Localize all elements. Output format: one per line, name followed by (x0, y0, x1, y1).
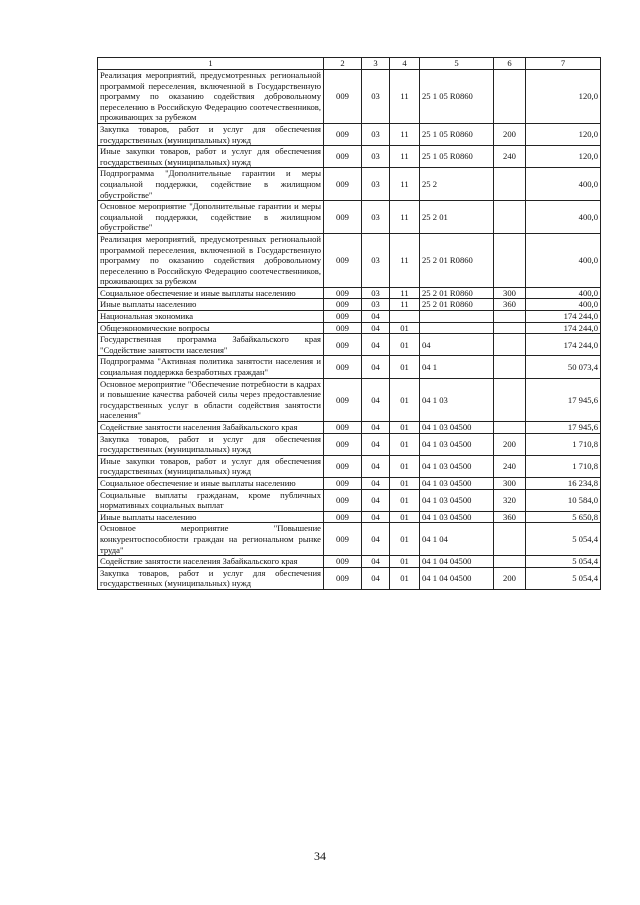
subsection-code-cell: 01 (390, 523, 420, 556)
row-name-cell: Социальное обеспечение и иные выплаты населению (98, 477, 324, 489)
expense-type-cell (494, 523, 526, 556)
budget-table-body (98, 58, 601, 590)
section-code-cell: 04 (362, 334, 390, 356)
expense-type-cell: 360 (494, 299, 526, 311)
section-code-cell: 04 (362, 511, 390, 523)
row-name-cell: Подпрограмма "Дополнительные гарантии и меры социальной поддержки, содействие в жилищном обустройстве" (98, 168, 324, 201)
expense-type-cell (494, 378, 526, 421)
ministry-code-cell: 009 (324, 477, 362, 489)
table-header-row (98, 58, 601, 70)
table-row (98, 523, 601, 556)
header-cell-3: 3 (362, 58, 390, 70)
row-name-cell: Социальные выплаты гражданам, кроме публичных нормативных социальных выплат (98, 489, 324, 511)
expense-type-cell: 320 (494, 489, 526, 511)
row-name-cell: Основное мероприятие "Повышение конкурентоспособности граждан на региональном рынке труда" (98, 523, 324, 556)
row-name-cell: Реализация мероприятий, предусмотренных региональной программой переселения, включенной в Государственную программу по оказанию содействия добровольному переселению в Российскую Федерацию соотечественников, проживающих за рубежом (98, 70, 324, 124)
target-article-cell: 25 1 05 R0860 (420, 146, 494, 168)
table-row (98, 123, 601, 145)
table-row (98, 201, 601, 234)
expense-type-cell (494, 334, 526, 356)
target-article-cell: 25 2 01 R0860 (420, 233, 494, 287)
target-article-cell: 04 1 03 (420, 378, 494, 421)
ministry-code-cell: 009 (324, 489, 362, 511)
amount-cell: 17 945,6 (526, 422, 601, 434)
section-code-cell: 04 (362, 523, 390, 556)
target-article-cell: 25 1 05 R0860 (420, 123, 494, 145)
expense-type-cell: 300 (494, 287, 526, 299)
ministry-code-cell: 009 (324, 123, 362, 145)
table-row (98, 311, 601, 323)
row-name-cell: Реализация мероприятий, предусмотренных региональной программой переселения, включенной в Государственную программу по оказанию содействия добровольному переселению в Российскую Федерацию соотечественников, проживающих за рубежом (98, 233, 324, 287)
amount-cell: 5 054,4 (526, 567, 601, 589)
amount-cell: 120,0 (526, 70, 601, 124)
expense-type-cell (494, 556, 526, 568)
amount-cell: 400,0 (526, 299, 601, 311)
ministry-code-cell: 009 (324, 70, 362, 124)
table-row (98, 299, 601, 311)
section-code-cell: 03 (362, 287, 390, 299)
table-row (98, 168, 601, 201)
row-name-cell: Подпрограмма "Активная политика занятости населения и социальная поддержка безработных граждан" (98, 356, 324, 378)
header-cell-4: 4 (390, 58, 420, 70)
subsection-code-cell: 01 (390, 322, 420, 334)
ministry-code-cell: 009 (324, 334, 362, 356)
subsection-code-cell: 01 (390, 334, 420, 356)
section-code-cell: 04 (362, 567, 390, 589)
row-name-cell: Социальное обеспечение и иные выплаты населению (98, 287, 324, 299)
subsection-code-cell: 01 (390, 422, 420, 434)
expense-type-cell: 360 (494, 511, 526, 523)
table-row (98, 433, 601, 455)
target-article-cell: 04 1 03 04500 (420, 422, 494, 434)
ministry-code-cell: 009 (324, 299, 362, 311)
expense-type-cell (494, 168, 526, 201)
amount-cell: 120,0 (526, 146, 601, 168)
ministry-code-cell: 009 (324, 556, 362, 568)
amount-cell: 10 584,0 (526, 489, 601, 511)
section-code-cell: 04 (362, 477, 390, 489)
row-name-cell: Иные выплаты населению (98, 511, 324, 523)
header-cell-2: 2 (324, 58, 362, 70)
table-row (98, 356, 601, 378)
amount-cell: 50 073,4 (526, 356, 601, 378)
target-article-cell: 04 (420, 334, 494, 356)
target-article-cell: 25 2 01 (420, 201, 494, 234)
amount-cell: 1 710,8 (526, 455, 601, 477)
amount-cell: 5 650,8 (526, 511, 601, 523)
amount-cell: 400,0 (526, 201, 601, 234)
expense-type-cell (494, 422, 526, 434)
subsection-code-cell: 11 (390, 123, 420, 145)
expense-type-cell (494, 322, 526, 334)
subsection-code-cell: 01 (390, 556, 420, 568)
ministry-code-cell: 009 (324, 523, 362, 556)
row-name-cell: Закупка товаров, работ и услуг для обеспечения государственных (муниципальных) нужд (98, 567, 324, 589)
amount-cell: 400,0 (526, 168, 601, 201)
section-code-cell: 03 (362, 168, 390, 201)
expense-type-cell (494, 233, 526, 287)
subsection-code-cell: 01 (390, 477, 420, 489)
ministry-code-cell: 009 (324, 287, 362, 299)
ministry-code-cell: 009 (324, 433, 362, 455)
ministry-code-cell: 009 (324, 311, 362, 323)
amount-cell: 400,0 (526, 287, 601, 299)
expense-type-cell: 300 (494, 477, 526, 489)
subsection-code-cell: 11 (390, 168, 420, 201)
section-code-cell: 03 (362, 233, 390, 287)
subsection-code-cell: 01 (390, 511, 420, 523)
section-code-cell: 03 (362, 299, 390, 311)
section-code-cell: 04 (362, 311, 390, 323)
section-code-cell: 03 (362, 123, 390, 145)
section-code-cell: 04 (362, 422, 390, 434)
ministry-code-cell: 009 (324, 146, 362, 168)
target-article-cell: 04 1 04 (420, 523, 494, 556)
table-row (98, 567, 601, 589)
section-code-cell: 03 (362, 146, 390, 168)
row-name-cell: Закупка товаров, работ и услуг для обеспечения государственных (муниципальных) нужд (98, 123, 324, 145)
target-article-cell: 04 1 03 04500 (420, 455, 494, 477)
subsection-code-cell (390, 311, 420, 323)
table-row (98, 489, 601, 511)
row-name-cell: Содействие занятости населения Забайкальского края (98, 556, 324, 568)
target-article-cell: 04 1 03 04500 (420, 511, 494, 523)
expense-type-cell (494, 311, 526, 323)
section-code-cell: 04 (362, 356, 390, 378)
subsection-code-cell: 11 (390, 201, 420, 234)
ministry-code-cell: 009 (324, 511, 362, 523)
subsection-code-cell: 11 (390, 146, 420, 168)
amount-cell: 174 244,0 (526, 311, 601, 323)
section-code-cell: 03 (362, 70, 390, 124)
row-name-cell: Иные выплаты населению (98, 299, 324, 311)
ministry-code-cell: 009 (324, 233, 362, 287)
section-code-cell: 04 (362, 378, 390, 421)
subsection-code-cell: 11 (390, 70, 420, 124)
budget-table (97, 57, 601, 590)
ministry-code-cell: 009 (324, 455, 362, 477)
ministry-code-cell: 009 (324, 422, 362, 434)
section-code-cell: 04 (362, 455, 390, 477)
target-article-cell: 04 1 03 04500 (420, 433, 494, 455)
amount-cell: 1 710,8 (526, 433, 601, 455)
expense-type-cell: 200 (494, 567, 526, 589)
ministry-code-cell: 009 (324, 567, 362, 589)
row-name-cell: Содействие занятости населения Забайкальского края (98, 422, 324, 434)
amount-cell: 16 234,8 (526, 477, 601, 489)
expense-type-cell: 200 (494, 433, 526, 455)
page-number: 34 (314, 849, 326, 863)
expense-type-cell: 240 (494, 455, 526, 477)
table-row (98, 334, 601, 356)
section-code-cell: 04 (362, 322, 390, 334)
ministry-code-cell: 009 (324, 168, 362, 201)
row-name-cell: Основное мероприятие "Дополнительные гарантии и меры социальной поддержки, содействие в жилищном обустройстве" (98, 201, 324, 234)
row-name-cell: Государственная программа Забайкальского края "Содействие занятости населения" (98, 334, 324, 356)
table-row (98, 322, 601, 334)
amount-cell: 174 244,0 (526, 322, 601, 334)
table-row (98, 287, 601, 299)
subsection-code-cell: 11 (390, 299, 420, 311)
row-name-cell: Закупка товаров, работ и услуг для обеспечения государственных (муниципальных) нужд (98, 433, 324, 455)
target-article-cell: 25 1 05 R0860 (420, 70, 494, 124)
table-row (98, 556, 601, 568)
amount-cell: 174 244,0 (526, 334, 601, 356)
target-article-cell (420, 322, 494, 334)
row-name-cell: Иные закупки товаров, работ и услуг для обеспечения государственных (муниципальных) нужд (98, 455, 324, 477)
ministry-code-cell: 009 (324, 378, 362, 421)
target-article-cell (420, 311, 494, 323)
table-row (98, 422, 601, 434)
table-row (98, 70, 601, 124)
subsection-code-cell: 01 (390, 455, 420, 477)
row-name-cell: Общеэкономические вопросы (98, 322, 324, 334)
target-article-cell: 04 1 04 04500 (420, 567, 494, 589)
section-code-cell: 04 (362, 556, 390, 568)
amount-cell: 5 054,4 (526, 523, 601, 556)
expense-type-cell (494, 70, 526, 124)
subsection-code-cell: 01 (390, 433, 420, 455)
target-article-cell: 25 2 01 R0860 (420, 287, 494, 299)
expense-type-cell: 240 (494, 146, 526, 168)
amount-cell: 17 945,6 (526, 378, 601, 421)
table-row (98, 477, 601, 489)
ministry-code-cell: 009 (324, 201, 362, 234)
expense-type-cell: 200 (494, 123, 526, 145)
table-row (98, 233, 601, 287)
target-article-cell: 25 2 (420, 168, 494, 201)
row-name-cell: Национальная экономика (98, 311, 324, 323)
table-row (98, 146, 601, 168)
section-code-cell: 04 (362, 433, 390, 455)
header-cell-6: 6 (494, 58, 526, 70)
table-row (98, 511, 601, 523)
ministry-code-cell: 009 (324, 322, 362, 334)
ministry-code-cell: 009 (324, 356, 362, 378)
target-article-cell: 25 2 01 R0860 (420, 299, 494, 311)
target-article-cell: 04 1 (420, 356, 494, 378)
section-code-cell: 04 (362, 489, 390, 511)
header-cell-7: 7 (526, 58, 601, 70)
expense-type-cell (494, 356, 526, 378)
amount-cell: 120,0 (526, 123, 601, 145)
subsection-code-cell: 11 (390, 233, 420, 287)
target-article-cell: 04 1 03 04500 (420, 477, 494, 489)
row-name-cell: Иные закупки товаров, работ и услуг для обеспечения государственных (муниципальных) нужд (98, 146, 324, 168)
subsection-code-cell: 01 (390, 378, 420, 421)
subsection-code-cell: 01 (390, 356, 420, 378)
expense-type-cell (494, 201, 526, 234)
target-article-cell: 04 1 04 04500 (420, 556, 494, 568)
subsection-code-cell: 01 (390, 489, 420, 511)
header-cell-1: 1 (98, 58, 324, 70)
row-name-cell: Основное мероприятие "Обеспечение потребности в кадрах и повышение качества рабочей силы через предоставление государственных услуг в области содействия занятости населения" (98, 378, 324, 421)
amount-cell: 5 054,4 (526, 556, 601, 568)
table-row (98, 378, 601, 421)
subsection-code-cell: 01 (390, 567, 420, 589)
header-cell-5: 5 (420, 58, 494, 70)
subsection-code-cell: 11 (390, 287, 420, 299)
section-code-cell: 03 (362, 201, 390, 234)
target-article-cell: 04 1 03 04500 (420, 489, 494, 511)
amount-cell: 400,0 (526, 233, 601, 287)
table-row (98, 455, 601, 477)
